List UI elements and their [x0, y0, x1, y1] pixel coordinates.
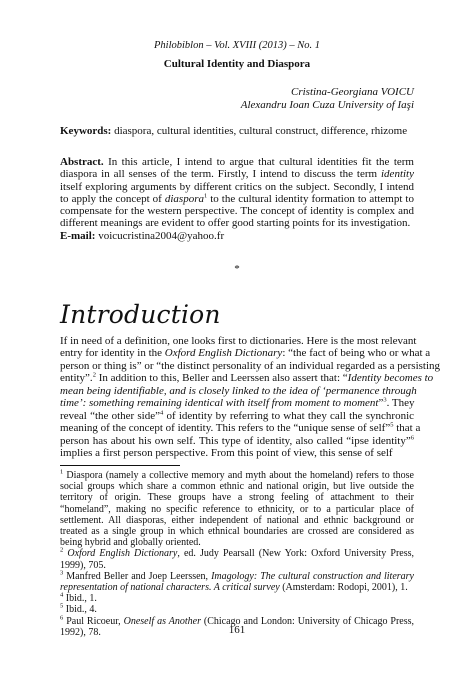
- keywords-paragraph: [60, 125, 414, 137]
- body-line: time’: something remaining identical with itself from moment to moment”$^3$. They: [60, 396, 415, 410]
- abstract-emphasis-identity: identity: [381, 168, 414, 181]
- article-title: Cultural Identity and Diaspora: [163, 58, 311, 70]
- abstract-text-1: In this article, I intend to argue that cultural identities fit the term diaspora in all senses of the term. Firstly, I intend to discuss the term: [60, 156, 414, 181]
- footnote-ref-4[interactable]: 4: [160, 409, 164, 417]
- abstract-emphasis-diaspora: diaspora: [164, 192, 204, 205]
- footnote-1: $^1$ Diaspora (namely a collective memory and myth about the homeland) refers to those social groups which share a common ethnic and national origin, but live outside the territory of origin. These groups have a strong feeling of attachment to their “homeland”, making no specific reference to ethnicity, or to a particular place of settlement. All diasporas, either independent of national and ethnic background or treated as a single group in which ethnical boundaries are crossed are considered as being hybrid and globally oriented.: [60, 468, 414, 549]
- page-number: 161: [228, 624, 246, 636]
- footnote-4: $^4$ Ibid., 1.: [60, 591, 97, 605]
- footnote-divider: [60, 465, 180, 466]
- body-line: person or thing is” or “the distinct personality of an individual regarded as a persisting: [60, 359, 441, 372]
- email-line: [60, 230, 414, 242]
- body-line: entity”.$^2$ In addition to this, Beller and Leerssen also assert that: “Identity becomes to: [60, 371, 434, 385]
- body-line: meaning of the concept of identity. This refers to the “unique sense of self”$^5$ that a: [60, 421, 421, 435]
- keywords-label: Keywords:: [60, 125, 112, 137]
- body-line: entry for identity in the Oxford English Dictionary: “the fact of being who or what a: [60, 347, 431, 360]
- footnote-ref-2[interactable]: 2: [92, 371, 96, 379]
- keywords-text: diaspora, cultural identities, cultural construct, difference, rhizome: [114, 125, 408, 137]
- footnote-6: $^6$ Paul Ricoeur, Oneself as Another (Chicago and London: University of Chicago Press, 1992), 78.: [60, 614, 414, 638]
- body-line: implies a first person perspective. From this point of view, this sense of self: [60, 447, 393, 460]
- footnote-5: $^5$ Ibid., 4.: [60, 603, 97, 616]
- footnote-3: $^3$ Manfred Beller and Joep Leerssen, Imagology: The cultural construction and literary representation of national characters. A critical survey (Amsterdam: Rodopi, 2001), 1.: [60, 569, 414, 594]
- footnote-ref-3[interactable]: 3: [383, 396, 387, 404]
- abstract-text-2: itself exploring arguments by different critics on the subject. Secondly, I intend to apply the concept of: [60, 180, 414, 205]
- footnote-ref-6[interactable]: 6: [410, 433, 414, 441]
- footnote-ref-1[interactable]: 1: [203, 192, 208, 200]
- body-paragraph: [60, 335, 441, 460]
- section-separator: *: [234, 263, 240, 275]
- footnotes: [60, 470, 414, 638]
- abstract-label: Abstract.: [60, 156, 104, 168]
- body-emphasis-oed: Oxford English Dictionary: [164, 347, 283, 360]
- email-label: E-mail:: [60, 230, 96, 242]
- author-name: Cristina-Georgiana VOICU: [290, 86, 414, 98]
- running-head: Philobiblon – Vol. XVIII (2013) – No. 1: [154, 40, 320, 51]
- abstract-text-3: to the cultural identity formation to attempt to compensate for the western perspective. The concept of identity is complex and different meanings are evident to offer good starting points for its investigation.: [60, 192, 414, 230]
- section-heading: Introduction: [60, 300, 221, 329]
- body-line: reveal “the other side”$^4$ of identity by referring to what they call the synchronic: [60, 409, 415, 422]
- author-block: [241, 86, 414, 111]
- author-affiliation: Alexandru Ioan Cuza University of Iaşi: [240, 98, 414, 111]
- footnote-2: $^2$ Oxford English Dictionary, ed. Judy Pearsall (New York: Oxford University Press, 1999), 705.: [60, 547, 414, 571]
- body-line: mean being identifiable, and is closely linked to the idea of ‘permanence through: [60, 384, 417, 397]
- body-line: If in need of a definition, one looks first to dictionaries. Here is the most relevant: [60, 335, 417, 347]
- email-address[interactable]: voicucristina2004@yahoo.fr: [98, 230, 225, 242]
- abstract-paragraph: [60, 156, 414, 230]
- body-line: person has about his own self. This type of identity, also called “ipse identity”$^6$: [60, 433, 414, 447]
- footnote-ref-5[interactable]: 5: [390, 421, 394, 429]
